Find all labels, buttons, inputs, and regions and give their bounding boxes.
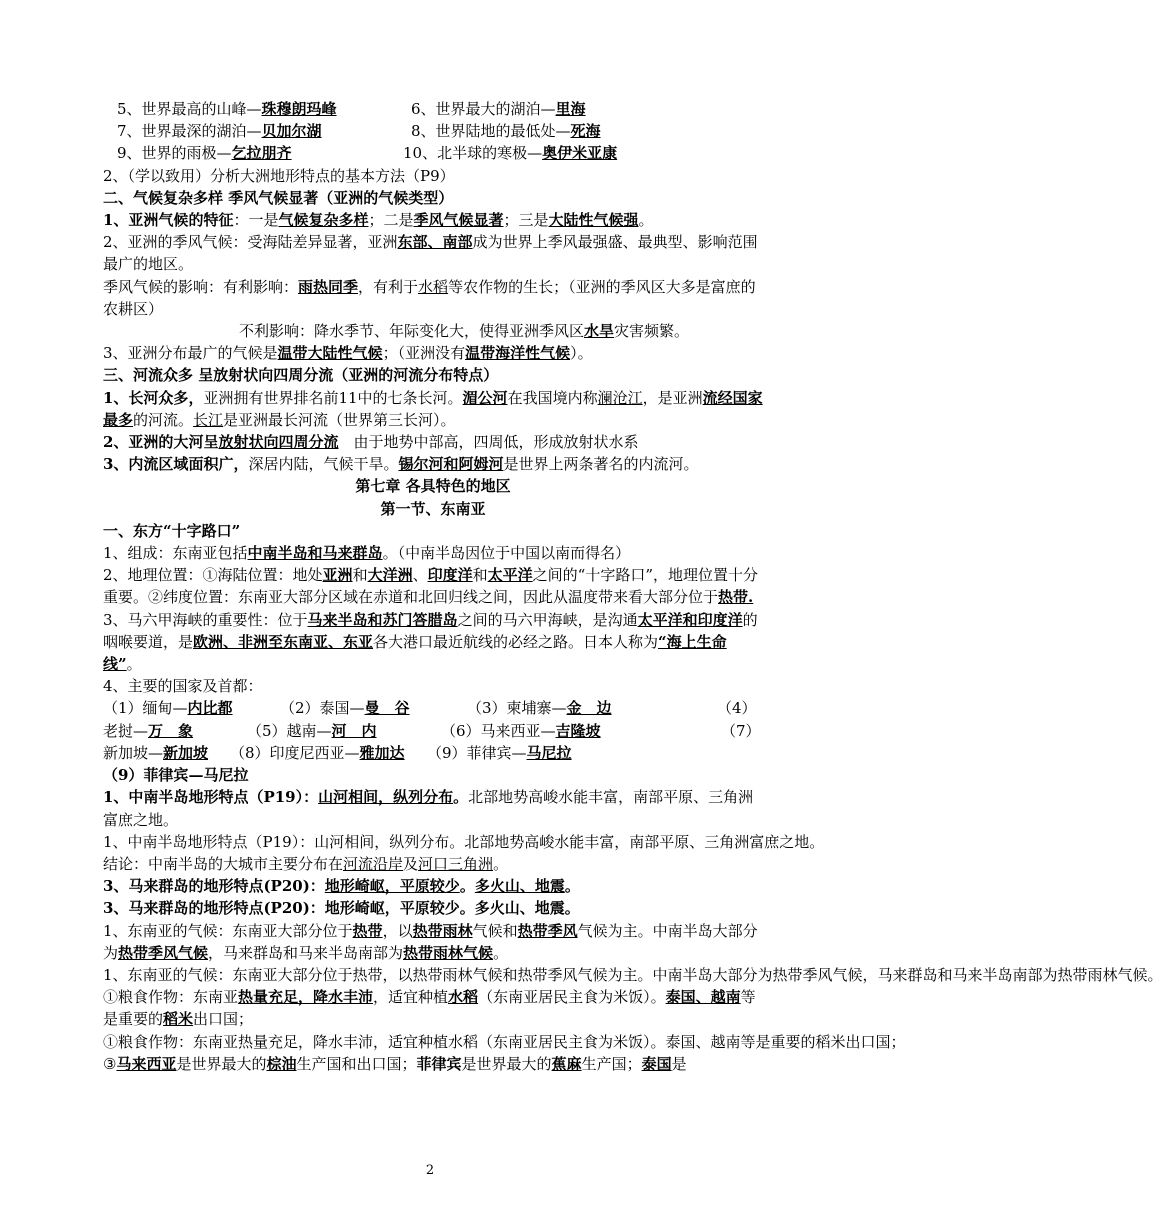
- inland-rivers-line: 3、内流区域面积广，深居内陆，气候干旱。锡尔河和阿姆河是世界上两条著名的内流河。: [103, 455, 699, 474]
- record-row-1: [103, 98, 763, 120]
- record-row-3: [103, 142, 763, 164]
- radial-rivers-line: 2、亚洲的大河呈放射状向四周分流 由于地势中部高，四周低，形成放射状水系: [103, 433, 639, 452]
- record-lowest-land: 8、世界陆地的最低处—死海: [411, 122, 601, 141]
- capital-thailand: （2）泰国—曼 谷: [280, 699, 410, 718]
- capital-philippines: （9）菲律宾—马尼拉: [427, 743, 572, 762]
- composition-line: 1、组成：东南亚包括中南半岛和马来群岛。（中南半岛因位于中国以南而得名）: [103, 544, 631, 563]
- capital-vietnam: （5）越南—河 内: [247, 721, 377, 740]
- monsoon-effect-paragraph: 季风气候的影响：有利影响：雨热同季，有利于水稻等农作物的生长；（亚洲的季风区大多是富庶的农耕区）: [103, 277, 756, 318]
- indochina-terrain-paragraph: 1、中南半岛地形特点（P19）：山河相间，纵列分布。北部地势高峻水能丰富，南部平原、三角洲富庶之地。: [103, 788, 754, 829]
- sea-climate-paragraph: 1、东南亚的气候：东南亚大部分位于热带，以热带雨林气候和热带季风气候为主。中南半岛大部分为热带季风气候，马来群岛和马来半岛南部为热带雨林气候。: [103, 921, 758, 962]
- record-cold-pole: 10、北半球的寒极—奥伊米亚康: [403, 144, 618, 163]
- document-page: [103, 98, 1163, 1075]
- monsoon-climate-paragraph: 2、亚洲的季风气候：受海陆差异显著，亚洲东部、南部成为世界上季风最强盛、最典型、影响范围最广的地区。: [103, 233, 758, 274]
- capitals-row-1: [103, 697, 763, 719]
- record-row-2: [103, 120, 763, 142]
- heading-crossroads: 一、东方“十字路口”: [103, 521, 241, 540]
- malacca-paragraph: 3、马六甲海峡的重要性：位于马来半岛和苏门答腊岛之间的马六甲海峡，是沟通太平洋和印度洋的咽喉要道，是欧洲、非洲至东南亚、东亚各大港口最近航线的必经之路。日本人称为“海上生命线”。: [103, 610, 758, 674]
- capitals-row-2: [103, 720, 763, 742]
- conclusion-line: 结论：中南半岛的大城市主要分布在河流沿岸及河口三角洲。: [103, 854, 509, 873]
- food-crops-paragraph: ①粮食作物：东南亚热量充足，降水丰沛，适宜种植水稻（东南亚居民主食为米饭）。泰国、越南等是重要的稻米出口国；: [103, 988, 756, 1029]
- monsoon-negative-effect: 不利影响：降水季节、年际变化大，使得亚洲季风区水旱灾害频繁。: [239, 322, 690, 341]
- capitals-heading: 4、主要的国家及首都：: [103, 677, 263, 696]
- agriculture-heading: 1、东南亚的气候：东南亚大部分位于热带，以热带雨林气候和热带季风气候为主。中南半岛大部分为热带季风气候，马来群岛和马来半岛南部为热带雨林气候。: [103, 965, 1163, 984]
- section-heading-climate: 二、气候复杂多样 季风气候显著（亚洲的气候类型）: [103, 188, 454, 207]
- heading-climate-agriculture: 3、马来群岛的地形特点(P20)：地形崎岖，平原较少。多火山、地震。: [103, 899, 580, 918]
- climate-features: 1、亚洲气候的特征：一是气候复杂多样；二是季风气候显著；三是大陆性气候强。: [103, 211, 654, 230]
- location-paragraph: 2、地理位置：①海陆位置：地处亚洲和大洋洲、印度洋和太平洋之间的“十字路口”，地理位置十分重要。②纬度位置：东南亚大部分区域在赤道和北回归线之间，因此从温度带来看大部分位于热带.: [103, 566, 758, 607]
- city-river-line: 1、中南半岛地形特点（P19）：山河相间，纵列分布。北部地势高峻水能丰富，南部平原、三角洲富庶之地。: [103, 832, 825, 851]
- section-heading-rivers: 三、河流众多 呈放射状向四周分流（亚洲的河流分布特点）: [103, 366, 499, 385]
- page-number: 2: [425, 1163, 435, 1178]
- capital-indonesia: （8）印度尼西亚—雅加达: [230, 743, 405, 762]
- capital-laos: 老挝—万 象: [103, 721, 194, 740]
- cash-crops-line: ①粮食作物：东南亚热量充足，降水丰沛，适宜种植水稻（东南亚居民主食为米饭）。泰国、越南等是重要的稻米出口国；: [103, 1032, 906, 1051]
- chapter-title: 第七章 各具特色的地区: [355, 477, 511, 496]
- widest-climate-line: 3、亚洲分布最广的气候是温带大陆性气候；（亚洲没有温带海洋性气候）。: [103, 344, 593, 363]
- record-highest-peak: 5、世界最高的山峰—珠穆朗玛峰: [117, 100, 337, 118]
- section-title: 第一节、东南亚: [380, 499, 486, 518]
- method-line: 2、（学以致用）分析大洲地形特点的基本方法（P9）: [103, 166, 455, 185]
- capital-singapore-number: （7）: [721, 721, 761, 740]
- capital-laos-number: （4）: [717, 699, 757, 718]
- capital-cambodia: （3）柬埔寨—金 边: [467, 699, 612, 718]
- heading-mountains: （9）菲律宾—马尼拉: [103, 766, 249, 785]
- record-deepest-lake: 7、世界最深的湖泊—贝加尔湖: [117, 122, 322, 141]
- capital-singapore: 新加坡—新加坡: [103, 743, 209, 762]
- record-largest-lake: 6、世界最大的湖泊—里海: [411, 100, 586, 118]
- capital-myanmar: （1）缅甸—内比都: [103, 699, 233, 718]
- producers-line: ③马来西亚是世界最大的棕油生产国和出口国；菲律宾是世界最大的蕉麻生产国；泰国是: [103, 1054, 687, 1073]
- record-rain-pole: 9、世界的雨极—乞拉朋齐: [117, 144, 292, 163]
- long-rivers-paragraph: 1、长河众多，亚洲拥有世界排名前11中的七条长河。湄公河在我国境内称澜沧江，是亚洲流经国家最多的河流。长江是亚洲最长河流（世界第三长河）。: [103, 388, 763, 429]
- malay-terrain-line: 3、马来群岛的地形特点(P20)：地形崎岖，平原较少。多火山、地震。: [103, 877, 580, 896]
- capital-malaysia: （6）马来西亚—吉隆坡: [441, 721, 601, 740]
- capitals-row-3: [103, 742, 763, 764]
